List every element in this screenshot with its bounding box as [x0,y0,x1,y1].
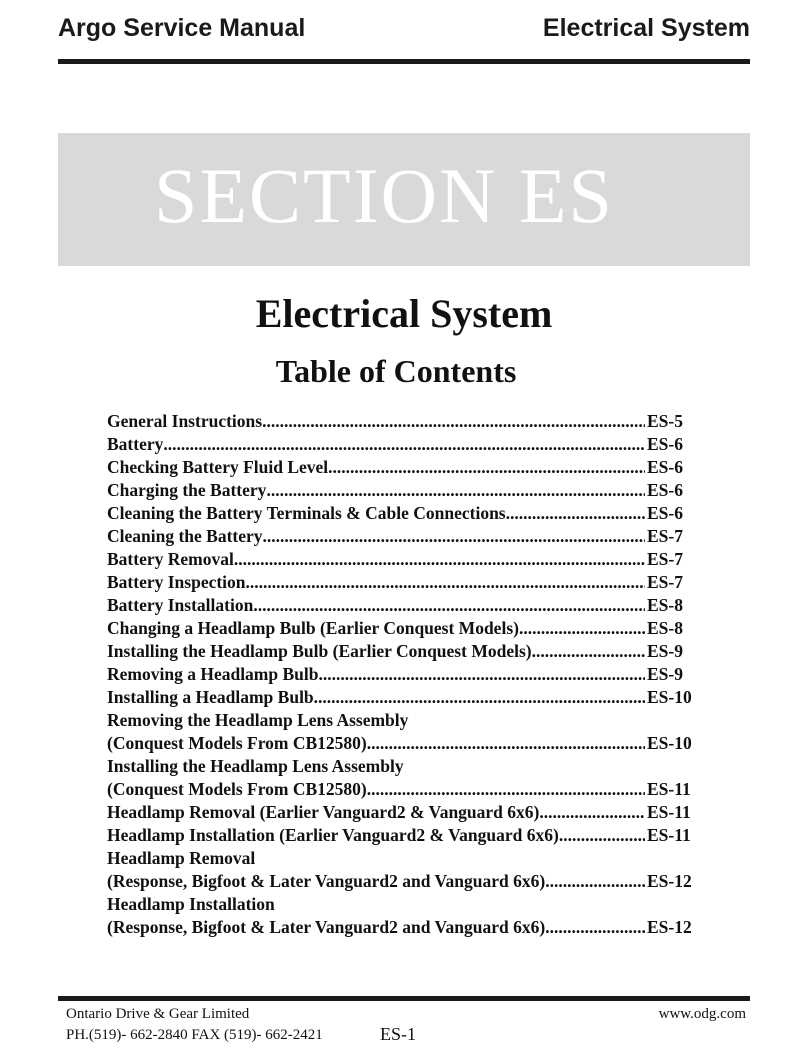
toc-entry-leader [328,456,645,479]
toc-entry[interactable] [107,525,699,548]
toc-entry-page: ES-5 [647,411,683,431]
toc-entry-label: Headlamp Installation [107,894,275,914]
toc-entry-label: General Instructions [107,411,263,431]
footer-website[interactable]: www.odg.com [658,1006,746,1022]
toc-entry-label: Battery Removal [107,549,234,569]
toc-entry[interactable] [107,410,699,433]
toc-entry-leader [263,525,645,548]
toc-entry-leader [506,502,645,525]
toc-heading: Table of Contents [275,353,517,389]
toc-entry[interactable] [107,709,699,732]
toc-entry[interactable] [107,502,699,525]
toc-entry[interactable] [107,778,699,801]
toc-entry-label: Installing a Headlamp Bulb [107,687,314,707]
toc-entry-page: ES-11 [647,825,691,845]
toc-entry-leader [519,617,645,640]
toc-entry-page: ES-11 [647,802,691,822]
toc-entry-label: Removing a Headlamp Bulb [107,664,319,684]
page-number: ES-1 [380,1024,416,1044]
footer-phone-fax: PH.(519)- 662-2840 FAX (519)- 662-2421 [66,1027,323,1043]
toc-entry-page: ES-7 [647,549,683,569]
toc-entry-leader [246,571,645,594]
toc-entry-page: ES-11 [647,779,691,799]
toc-entry-label: Checking Battery Fluid Level [107,457,329,477]
toc-entry[interactable] [107,847,699,870]
section-banner-text: SECTION ES [154,152,614,239]
toc-entry[interactable] [107,456,699,479]
toc-entry-leader [253,594,645,617]
toc-entry-page: ES-10 [647,733,692,753]
toc-entry-label: Battery Installation [107,595,254,615]
section-banner [58,133,750,266]
toc-entry-label: Battery Inspection [107,572,246,592]
toc-entry[interactable] [107,916,699,939]
page-title: Electrical System [255,291,553,336]
toc-entry-label: Battery [107,434,164,454]
toc-entry-page: ES-12 [647,871,692,891]
toc-entry[interactable] [107,870,699,893]
toc-entry-page: ES-9 [647,664,683,684]
toc-entry-page: ES-7 [647,572,683,592]
toc-entry-label: (Conquest Models From CB12580) [107,779,367,799]
toc-entry[interactable] [107,801,699,824]
toc-entry-leader [314,686,645,709]
toc-entry[interactable] [107,824,699,847]
toc-entry-label: Headlamp Removal (Earlier Vanguard2 & Vanguard 6x6) [107,802,540,822]
toc-entry-page: ES-9 [647,641,683,661]
toc-entry-label: Cleaning the Battery [107,526,263,546]
toc-entry[interactable] [107,571,699,594]
toc-entry-leader [545,870,645,893]
toc-entry-page: ES-8 [647,618,683,638]
toc-entry-page: ES-6 [647,457,683,477]
toc-entry-leader [234,548,645,571]
toc-entry-label: Changing a Headlamp Bulb (Earlier Conquest Models) [107,618,519,638]
toc-entry-leader [539,801,645,824]
toc-entry-label: Installing the Headlamp Bulb (Earlier Conquest Models) [107,641,532,661]
toc-entry-leader [262,410,645,433]
toc-entry[interactable] [107,594,699,617]
toc-entry-leader [559,824,645,847]
toc-entry-page: ES-8 [647,595,683,615]
toc-entry-page: ES-7 [647,526,683,546]
toc-entry[interactable] [107,755,699,778]
toc-entry[interactable] [107,640,699,663]
toc-entry-label: Cleaning the Battery Terminals & Cable Connections [107,503,506,523]
toc-entry[interactable] [107,663,699,686]
toc-entry-page: ES-6 [647,503,683,523]
footer-divider [58,996,750,1001]
header-divider [58,59,750,64]
toc-entry[interactable] [107,433,699,456]
toc-entry-label: (Response, Bigfoot & Later Vanguard2 and Vanguard 6x6) [107,917,546,937]
toc-entry[interactable] [107,732,699,755]
toc-entry-leader [545,916,645,939]
toc-entry[interactable] [107,548,699,571]
toc-entry-label: Removing the Headlamp Lens Assembly [107,710,409,730]
toc-entry-label: Charging the Battery [107,480,267,500]
toc-entry[interactable] [107,617,699,640]
toc-entry-leader [266,479,645,502]
toc-entry-page: ES-10 [647,687,692,707]
toc-entry-leader [367,778,645,801]
toc-entry-label: Installing the Headlamp Lens Assembly [107,756,404,776]
toc-entry-leader [163,433,645,456]
toc-entry[interactable] [107,686,699,709]
toc-entry-label: (Conquest Models From CB12580) [107,733,367,753]
toc-entry-label: Headlamp Installation (Earlier Vanguard2 & Vanguard 6x6) [107,825,559,845]
header-section-title: Electrical System [542,14,750,42]
header-manual-title: Argo Service Manual [58,14,306,42]
toc-entry[interactable] [107,893,699,916]
toc-entry-page: ES-12 [647,917,692,937]
toc-entry-label: (Response, Bigfoot & Later Vanguard2 and Vanguard 6x6) [107,871,546,891]
toc-entry-page: ES-6 [647,434,683,454]
toc-entry-label: Headlamp Removal [107,848,256,868]
toc-entry[interactable] [107,479,699,502]
footer-company: Ontario Drive & Gear Limited [66,1006,250,1022]
table-of-contents [107,410,699,939]
toc-entry-leader [319,663,646,686]
toc-entry-page: ES-6 [647,480,683,500]
toc-entry-leader [532,640,645,663]
toc-entry-leader [367,732,645,755]
